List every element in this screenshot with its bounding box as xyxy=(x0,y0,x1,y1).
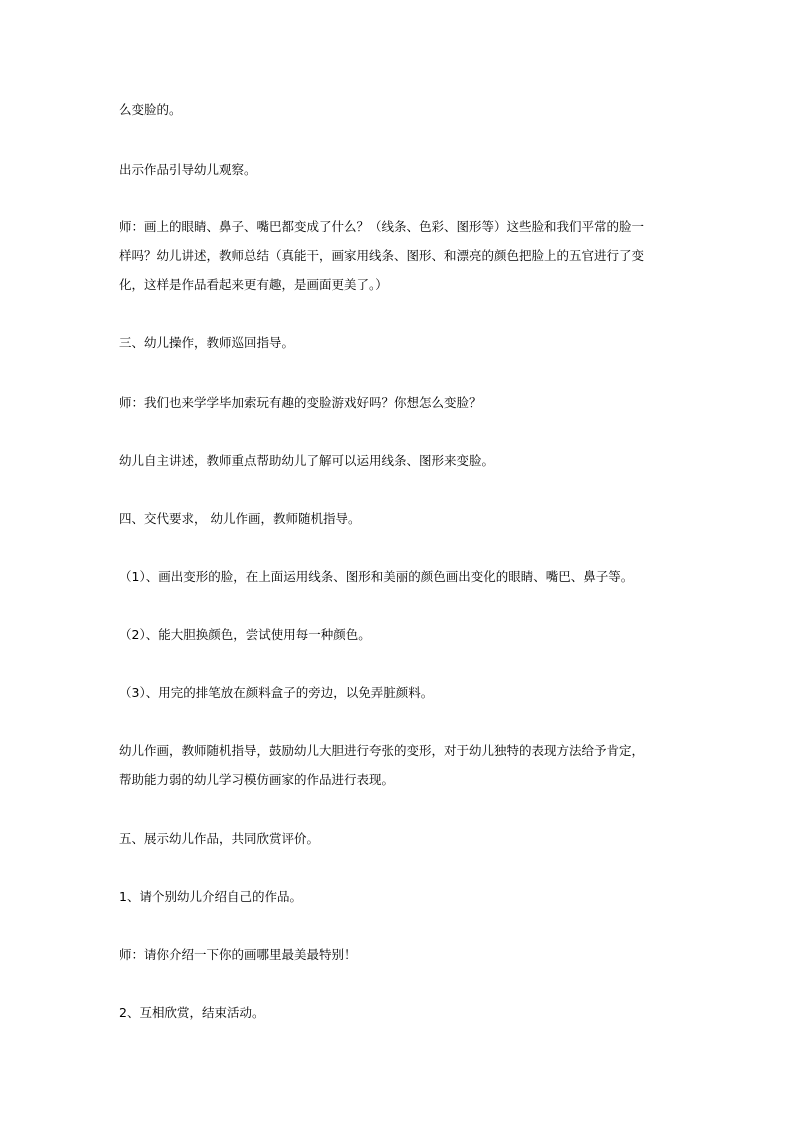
requirement-2 xyxy=(119,620,679,649)
section-heading-5 xyxy=(119,824,679,853)
step-1 xyxy=(119,882,679,911)
text-line: 幼儿作画，教师随机指导，鼓励幼儿大胆进行夸张的变形，对于幼儿独特的表现方法给予肯定， xyxy=(119,743,645,758)
text-line: 三、幼儿操作，教师巡回指导。 xyxy=(119,335,295,350)
text-line: （2）、能大胆换颜色，尝试使用每一种颜色。 xyxy=(119,627,371,642)
text-line: 帮助能力弱的幼儿学习模仿画家的作品进行表现。 xyxy=(119,772,395,787)
text-line: 四、交代要求， 幼儿作画，教师随机指导。 xyxy=(119,511,361,526)
text-line: 出示作品引导幼儿观察。 xyxy=(119,162,257,177)
text-line: 化，这样是作品看起来更有趣，是画面更美了。） xyxy=(119,277,388,292)
text-line: 师：我们也来学学毕加索玩有趣的变脸游戏好吗？你想怎么变脸？ xyxy=(119,395,482,410)
paragraph-teacher-prompt xyxy=(119,940,679,969)
step-2 xyxy=(119,998,679,1027)
requirement-3 xyxy=(119,678,679,707)
paragraph-continuation xyxy=(119,95,679,124)
text-line: 1、请个别幼儿介绍自己的作品。 xyxy=(119,889,302,904)
text-line: 师：画上的眼睛、鼻子、嘴巴都变成了什么？（线条、色彩、图形等）这些脸和我们平常的脸一 xyxy=(119,219,645,234)
section-heading-4 xyxy=(119,504,679,533)
text-line: 么变脸的。 xyxy=(119,102,182,117)
text-line: 样吗？幼儿讲述，教师总结（真能干，画家用线条、图形、和漂亮的颜色把脸上的五官进行了变 xyxy=(119,248,645,263)
text-line: 幼儿自主讲述，教师重点帮助幼儿了解可以运用线条、图形来变脸。 xyxy=(119,453,495,468)
text-line: 五、展示幼儿作品，共同欣赏评价。 xyxy=(119,831,320,846)
text-line: 2、互相欣赏，结束活动。 xyxy=(119,1005,265,1020)
paragraph-teacher-invite xyxy=(119,388,679,417)
text-line: （1）、画出变形的脸，在上面运用线条、图形和美丽的颜色画出变化的眼睛、嘴巴、鼻子等。 xyxy=(119,569,634,584)
paragraph-child-drawing xyxy=(119,736,679,794)
paragraph-child-narration xyxy=(119,446,679,475)
requirement-1 xyxy=(119,562,679,591)
paragraph-teacher-question xyxy=(119,212,679,299)
paragraph-show-works xyxy=(119,155,679,184)
section-heading-3 xyxy=(119,328,679,357)
text-line: 师：请你介绍一下你的画哪里最美最特别！ xyxy=(119,947,357,962)
text-line: （3）、用完的排笔放在颜料盒子的旁边，以免弄脏颜料。 xyxy=(119,685,434,700)
